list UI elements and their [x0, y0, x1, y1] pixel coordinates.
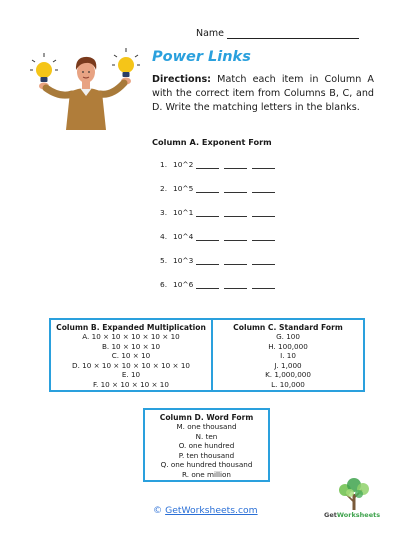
answer-blank-b[interactable]: [196, 234, 219, 241]
column-b-item: A. 10 × 10 × 10 × 10 × 10: [82, 332, 180, 341]
answer-blank-b[interactable]: [196, 282, 219, 289]
answer-blank-d[interactable]: [252, 186, 275, 193]
name-label: Name: [196, 28, 225, 39]
name-blank[interactable]: [227, 29, 359, 39]
column-a-heading: Column A. Exponent Form: [152, 137, 272, 147]
item-number: 3.: [160, 208, 168, 217]
column-b-item: B. 10 × 10 × 10: [101, 341, 161, 351]
logo-text-left: Get: [324, 511, 337, 519]
answer-blank-d[interactable]: [252, 162, 275, 169]
column-d-item: M. one thousand: [176, 422, 237, 431]
logo-text: [324, 511, 380, 519]
page-title: Power Links: [152, 49, 251, 65]
item-number: 4.: [160, 232, 168, 241]
item-number: 5.: [160, 256, 168, 265]
column-a-item: [160, 280, 280, 289]
answer-blank-b[interactable]: [196, 162, 219, 169]
man-with-lightbulbs-illustration: [30, 48, 142, 130]
item-number: 1.: [160, 160, 168, 169]
lightbulb-icon-right: [112, 48, 140, 77]
site-link-text[interactable]: GetWorksheets.com: [165, 505, 258, 516]
exponent-expression: 10^5: [173, 184, 194, 193]
column-d-box: [143, 408, 270, 482]
directions-body: Match each item in Column A with the correct item from Columns B, C, and D. Write the matching letters in the blanks.: [152, 74, 374, 114]
directions-label: Directions:: [152, 74, 212, 85]
column-d-heading: Column D. Word Form: [159, 413, 254, 422]
column-c-item: L. 10,000: [271, 379, 305, 389]
column-c-heading: Column C. Standard Form: [233, 323, 343, 332]
column-a-item: [160, 256, 280, 265]
column-d-item: N. ten: [195, 431, 218, 441]
column-b-item: F. 10 × 10 × 10 × 10: [93, 379, 169, 389]
column-a-item: [160, 160, 280, 169]
answer-blank-b[interactable]: [196, 186, 219, 193]
directions-text: [152, 73, 374, 116]
answer-blank-c[interactable]: [224, 234, 247, 241]
answer-blank-c[interactable]: [224, 282, 247, 289]
tree-logo-icon: [334, 476, 374, 512]
answer-blank-b[interactable]: [196, 258, 219, 265]
column-d-item: P. ten thousand: [178, 450, 235, 460]
column-c-item: J. 1,000: [274, 360, 302, 370]
column-a-item: [160, 184, 280, 193]
column-c-item: I. 10: [280, 351, 296, 361]
column-b-item: E. 10: [121, 370, 141, 380]
answer-blank-d[interactable]: [252, 282, 275, 289]
lightbulb-icon-left: [30, 53, 58, 82]
exponent-expression: 10^2: [173, 160, 194, 169]
column-c-item: H. 100,000: [268, 341, 308, 351]
column-a-item: [160, 208, 280, 217]
exponent-expression: 10^4: [173, 232, 194, 241]
column-b-heading: Column B. Expanded Multiplication: [56, 323, 206, 332]
copyright-symbol: ©: [153, 505, 163, 516]
column-c-item: G. 100: [276, 332, 300, 341]
column-d-item: Q. one hundred thousand: [160, 460, 253, 470]
answer-blank-d[interactable]: [252, 210, 275, 217]
column-d-item: O. one hundred: [178, 441, 235, 451]
exponent-expression: 10^6: [173, 280, 194, 289]
column-b-box: [49, 318, 213, 392]
item-number: 6.: [160, 280, 168, 289]
exponent-expression: 10^1: [173, 208, 194, 217]
name-row: [196, 28, 359, 39]
answer-blank-c[interactable]: [224, 210, 247, 217]
column-c-item: K. 1,000,000: [265, 370, 311, 380]
column-c-box: [211, 318, 365, 392]
answer-blank-d[interactable]: [252, 258, 275, 265]
answer-blank-d[interactable]: [252, 234, 275, 241]
answer-blank-b[interactable]: [196, 210, 219, 217]
answer-blank-c[interactable]: [224, 186, 247, 193]
item-number: 2.: [160, 184, 168, 193]
answer-blank-c[interactable]: [224, 162, 247, 169]
logo-text-right: Worksheets: [336, 511, 381, 519]
column-b-item: D. 10 × 10 × 10 × 10 × 10 × 10: [72, 360, 190, 370]
column-d-item: R. one million: [182, 469, 231, 479]
column-a-item: [160, 232, 280, 241]
footer-link[interactable]: [153, 505, 258, 516]
column-b-item: C. 10 × 10: [111, 351, 151, 361]
exponent-expression: 10^3: [173, 256, 194, 265]
answer-blank-c[interactable]: [224, 258, 247, 265]
